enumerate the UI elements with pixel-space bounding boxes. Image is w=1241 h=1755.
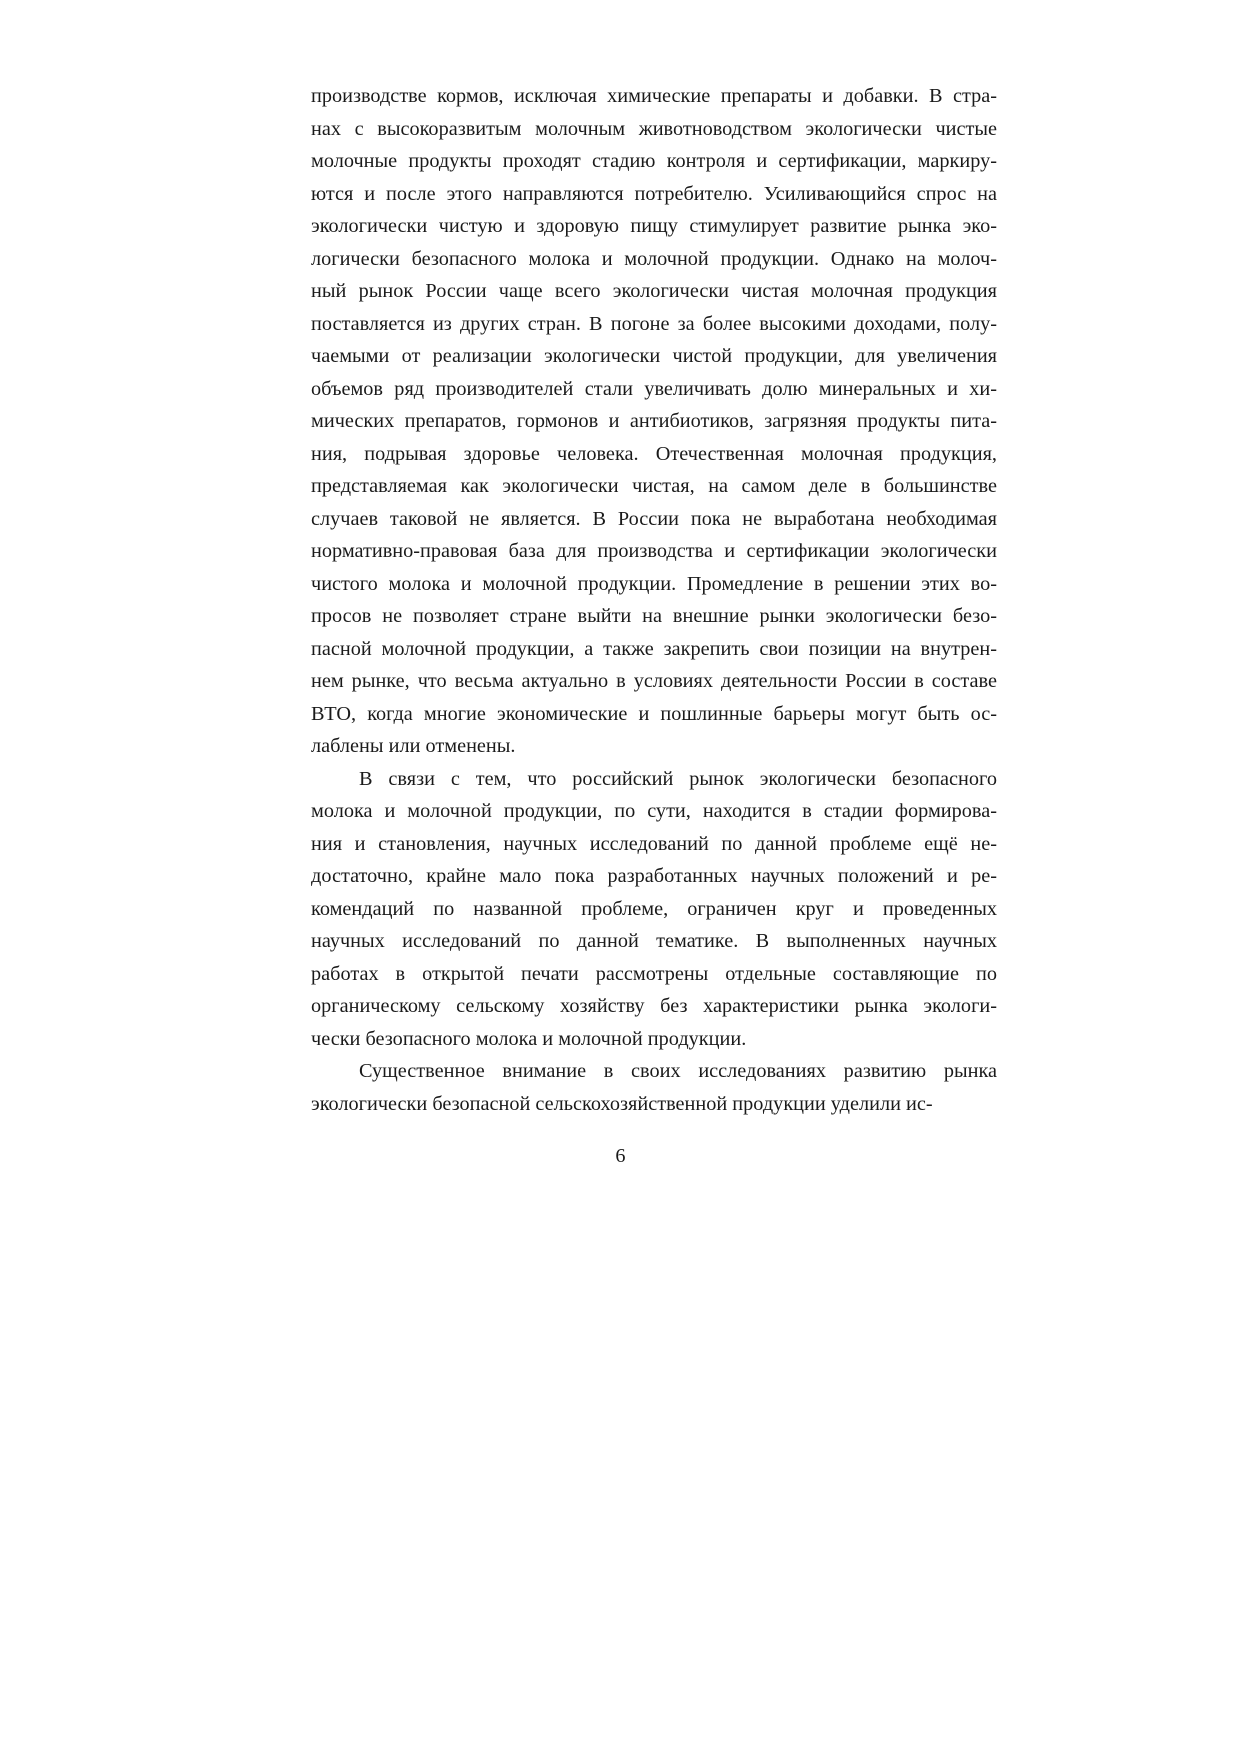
text-line: чистого молока и молочной продукции. Промедление в решении этих во- xyxy=(311,572,997,595)
text-line: нах с высокоразвитым молочным животноводством экологически чистые xyxy=(311,117,997,140)
text-line: научных исследований по данной тематике. В выполненных научных xyxy=(311,930,997,952)
text-line: просов не позволяет стране выйти на внешние рынки экологически безо- xyxy=(311,605,997,627)
paragraph-2 xyxy=(311,763,997,1056)
text-line: нем рынке, что весьма актуально в условиях деятельности России в составе xyxy=(311,670,997,692)
text-line: комендаций по названной проблеме, ограничен круг и проведенных xyxy=(311,897,997,920)
text-line: представляемая как экологически чистая, на самом деле в большинстве xyxy=(311,475,997,497)
text-line: экологически чистую и здоровую пищу стимулирует развитие рынка эко- xyxy=(311,215,997,237)
text-line: молока и молочной продукции, по сути, находится в стадии формирова- xyxy=(311,800,997,822)
text-line: мических препаратов, гормонов и антибиотиков, загрязняя продукты пита- xyxy=(311,410,997,432)
paragraph-1 xyxy=(311,80,997,763)
text-line: ный рынок России чаще всего экологически чистая молочная продукция xyxy=(311,280,997,302)
page-number: 6 xyxy=(615,1145,626,1167)
text-line: достаточно, крайне мало пока разработанных научных положений и ре- xyxy=(311,865,997,887)
text-line: поставляется из других стран. В погоне за более высокими доходами, полу- xyxy=(311,312,997,335)
text-line: случаев таковой не является. В России пока не выработана необходимая xyxy=(311,507,997,530)
document-page xyxy=(311,80,997,1120)
text-line: ются и после этого направляются потребителю. Усиливающийся спрос на xyxy=(311,182,997,205)
text-line: ВТО, когда многие экономические и пошлинные барьеры могут быть ос- xyxy=(311,702,997,725)
text-line: чаемыми от реализации экологически чистой продукции, для увеличения xyxy=(311,345,997,367)
text-line: пасной молочной продукции, а также закрепить свои позиции на внутрен- xyxy=(311,637,997,660)
text-line: логически безопасного молока и молочной продукции. Однако на молоч- xyxy=(311,247,997,270)
text-line: работах в открытой печати рассмотрены отдельные составляющие по xyxy=(311,962,997,985)
text-line: производстве кормов, исключая химические препараты и добавки. В стра- xyxy=(311,85,997,107)
text-line: В связи с тем, что российский рынок экологически безопасного xyxy=(359,767,997,790)
text-line: экологически безопасной сельскохозяйственной продукции уделили ис- xyxy=(311,1092,933,1115)
text-line: нормативно-правовая база для производства и сертификации экологически xyxy=(311,540,997,562)
text-line: лаблены или отменены. xyxy=(311,735,516,757)
text-line: органическому сельскому хозяйству без характеристики рынка экологи- xyxy=(311,995,997,1017)
text-line: чески безопасного молока и молочной продукции. xyxy=(311,1027,747,1050)
text-line: Существенное внимание в своих исследованиях развитию рынка xyxy=(359,1060,997,1082)
paragraph-3 xyxy=(311,1055,997,1120)
text-line: ния и становления, научных исследований по данной проблеме ещё не- xyxy=(311,832,997,855)
text-line: молочные продукты проходят стадию контроля и сертификации, маркиру- xyxy=(311,150,997,172)
text-line: ния, подрывая здоровье человека. Отечественная молочная продукция, xyxy=(311,442,997,465)
text-line: объемов ряд производителей стали увеличивать долю минеральных и хи- xyxy=(311,377,997,400)
